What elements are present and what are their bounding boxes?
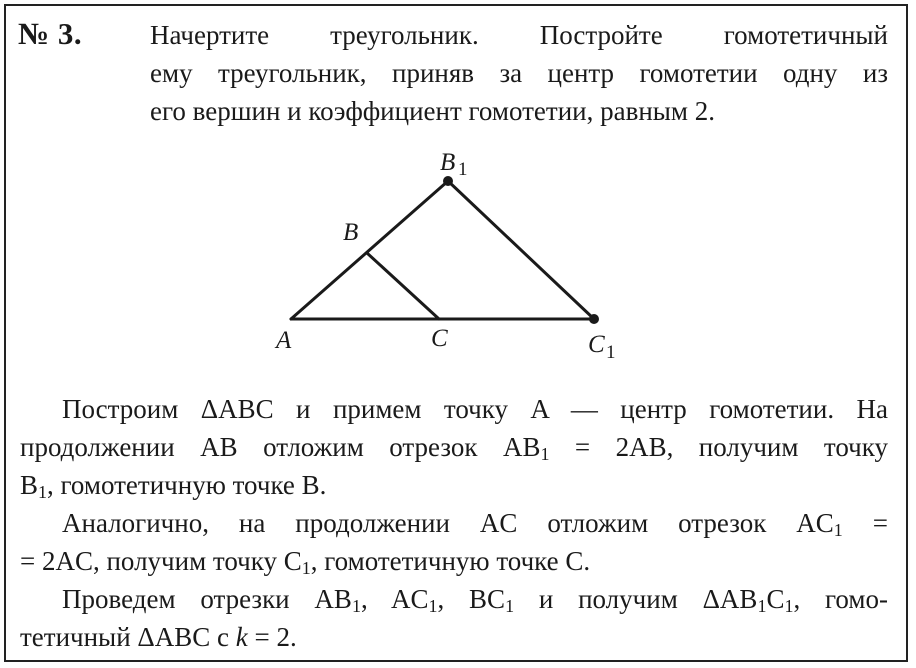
solution-fragment: , AC [360, 584, 429, 614]
solution-line [20, 390, 888, 428]
label-c1-subscript: 1 [606, 342, 616, 363]
solution-fragment: , гомо- [793, 584, 888, 614]
subscript: 1 [301, 558, 311, 578]
problem-line: Начертите треугольник. Постройте гомотетичный [150, 20, 888, 50]
solution-fragment: B [20, 470, 39, 500]
solution-line [20, 504, 888, 542]
label-a: A [276, 327, 292, 354]
label-c1: C [588, 331, 605, 358]
solution-line [20, 580, 888, 618]
label-b1: B [440, 149, 456, 176]
solution-fragment: продолжении AB отложим отрезок AB [20, 432, 541, 462]
solution-fragment: тетичный ΔABC с [20, 622, 236, 652]
point-c1 [589, 314, 599, 324]
label-c: C [431, 325, 448, 352]
segment-b1-c1 [448, 181, 594, 319]
solution-fragment: Аналогично, на продолжении AC отложим отрезок AC [62, 508, 834, 538]
solution-fragment: = 2AC, получим точку C [20, 546, 302, 576]
solution-fragment: , гомотетичную точке C. [310, 546, 591, 576]
point-b1 [443, 176, 453, 186]
subscript: 1 [540, 444, 550, 464]
solution-line [20, 466, 888, 504]
solution-line [20, 428, 888, 466]
solution-fragment: C [766, 584, 785, 614]
solution-line [20, 542, 888, 580]
solution-text [20, 390, 888, 656]
problem-line: ему треугольник, приняв за центр гомотетии одну из [150, 58, 888, 88]
label-b1-subscript: 1 [458, 159, 468, 180]
solution-fragment: Проведем отрезки AB [62, 584, 352, 614]
subscript: 1 [38, 482, 48, 502]
solution-fragment: = 2. [247, 622, 297, 652]
solution-fragment: , BC [437, 584, 506, 614]
solution-fragment: и получим ΔAB [514, 584, 758, 614]
problem-line: его вершин и коэффициент гомотетии, равным 2. [150, 96, 716, 126]
coefficient-k: k [235, 622, 248, 652]
label-b: B [343, 219, 359, 246]
subscript: 1 [428, 596, 438, 616]
subscript: 1 [833, 520, 843, 540]
solution-fragment: = 2AB, получим точку [549, 432, 888, 462]
subscript: 1 [757, 596, 767, 616]
solution-fragment: , гомотетичную точке B. [47, 470, 327, 500]
subscript: 1 [505, 596, 515, 616]
problem-number: № 3. [18, 16, 83, 51]
solution-line [20, 618, 888, 656]
segment-a-b1 [291, 181, 448, 319]
solution-fragment: = [842, 508, 888, 538]
solution-fragment: Построим ΔABC и примем точку A — центр гомотетии. На [62, 394, 888, 424]
subscript: 1 [784, 596, 794, 616]
segment-b-c [367, 253, 439, 319]
subscript: 1 [351, 596, 361, 616]
